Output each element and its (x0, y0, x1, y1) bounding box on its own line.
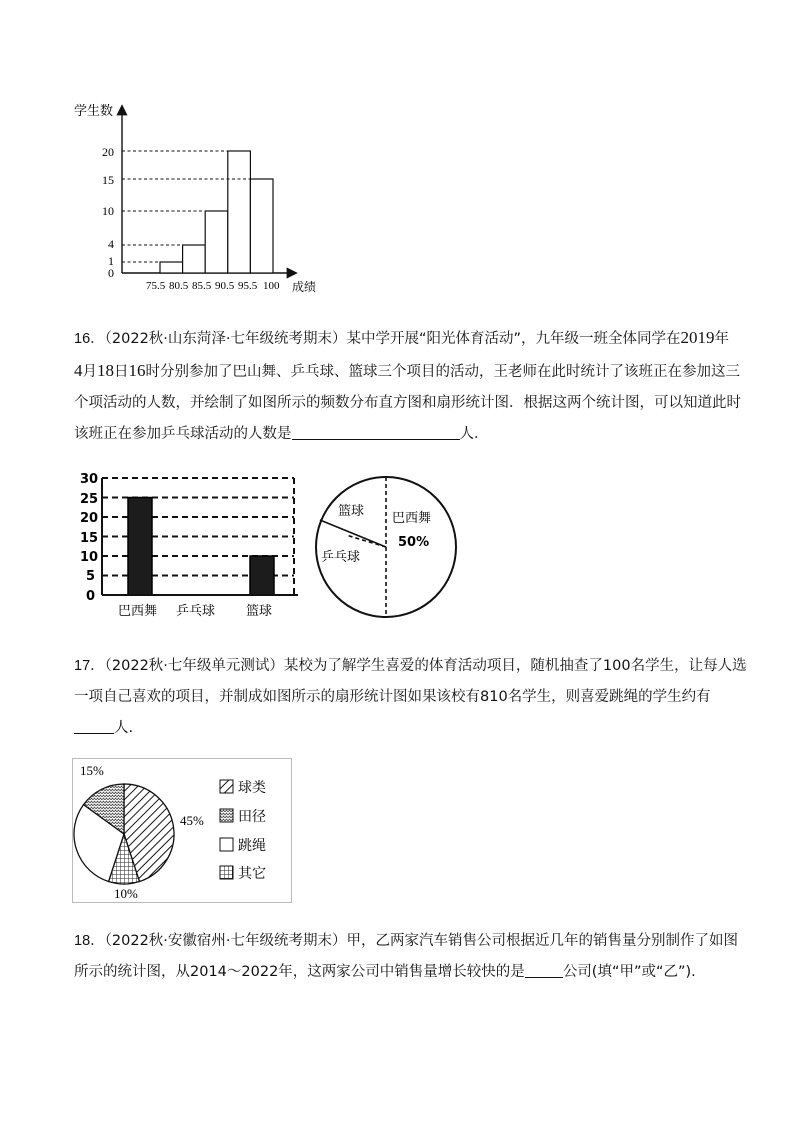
hist1-x-axis-label: 成绩 (292, 280, 317, 294)
q16-line1-b: 年 (714, 331, 730, 347)
hist1-bar-2 (183, 245, 206, 273)
legend-swatch-rope (220, 838, 233, 851)
c16-ytick-15: 15 (80, 531, 99, 546)
q16-line3: 个项活动的人数，并绘制了如图所示的频数分布直方图和扇形统计图．根据这两个统计图，可以知道此时 (74, 395, 741, 411)
pie17-pct-10: 10% (114, 886, 138, 901)
question-17 (74, 651, 747, 744)
hist1-ytick-0: 0 (108, 266, 114, 280)
q16-number: 16． (74, 331, 105, 347)
q17-number: 17． (74, 658, 105, 674)
hist1-xtick-75-5: 75.5 (146, 280, 166, 292)
hist1-ytick-15: 15 (102, 173, 114, 187)
c16-bar-3 (250, 556, 274, 595)
q16-month: 4 (74, 361, 83, 380)
q16-answer-blank[interactable] (292, 423, 460, 440)
hist1-xtick-100: 100 (263, 280, 280, 292)
c16-ytick-10: 10 (80, 550, 99, 565)
legend-label-other: 其它 (238, 866, 266, 882)
activity-pie-chart (308, 470, 468, 630)
pie16-label-brazil-dance: 巴西舞 (392, 511, 432, 526)
c16-ytick-25: 25 (80, 492, 99, 507)
q16-line4-b: 人． (459, 426, 489, 442)
hist1-xtick-95-5: 95.5 (238, 280, 258, 292)
hist1-xtick-85-5: 85.5 (192, 280, 212, 292)
q16-year: 2019 (680, 328, 715, 347)
q16-month-unit: 月 (82, 364, 97, 380)
q18-number: 18． (74, 933, 105, 949)
legend-swatch-track (220, 809, 233, 822)
c16-xlabel-basketball: 篮球 (246, 604, 273, 619)
hist1-ytick-10: 10 (102, 204, 114, 218)
pie17-pct-45: 45% (180, 813, 204, 828)
q17-line3: 人. (114, 720, 134, 736)
c16-ytick-0: 0 (86, 589, 96, 604)
q16-line4-a: 该班正在参加乒乓球活动的人数是 (74, 426, 292, 442)
hist1-xtick-90-5: 90.5 (215, 280, 235, 292)
hist1-bar-5 (250, 179, 273, 273)
activity-bar-chart (78, 464, 308, 624)
c16-bar-1 (128, 498, 152, 596)
pie16-label-basketball: 篮球 (338, 504, 365, 519)
pie16-divider-upper (320, 520, 386, 547)
hist1-y-axis-label: 学生数 (74, 104, 114, 119)
q18-line2-a: 所示的统计图，从2014～2022年，这两家公司中销售量增长较快的是 (74, 964, 525, 980)
sports-pie-chart (72, 758, 292, 903)
hist1-ytick-4: 4 (108, 237, 114, 251)
q16-hour: 16 (128, 361, 146, 380)
q17-source: （2022秋·七年级单元测试） (104, 658, 284, 674)
q16-line2: 时分别参加了巴山舞、乒乓球、篮球三个项目的活动，王老师在此时统计了该班正在参加这三 (145, 364, 740, 380)
c16-xlabel-pingpong: 乒乓球 (176, 604, 216, 619)
legend-swatch-ball (220, 780, 233, 793)
hist1-bar-1 (160, 262, 183, 273)
legend-label-rope: 跳绳 (238, 838, 266, 854)
q16-source: （2022秋·山东菏泽·七年级统考期末） (104, 331, 347, 347)
hist1-bar-3 (205, 211, 228, 273)
q18-answer-blank[interactable] (525, 961, 563, 978)
c16-ytick-5: 5 (86, 569, 96, 584)
q16-line1-a: 某中学开展“阳光体育活动”，九年级一班全体同学在 (346, 331, 681, 347)
pie17-pct-15: 15% (80, 763, 104, 778)
question-16 (74, 322, 741, 450)
q16-day: 18 (97, 361, 114, 380)
legend-label-ball: 球类 (238, 780, 266, 796)
q17-line2: 一项自己喜欢的项目，并制成如图所示的扇形统计图如果该校有810名学生，则喜爱跳绳的学生约有 (74, 689, 711, 705)
hist1-ytick-1: 1 (108, 254, 114, 268)
q16-day-unit: 日 (114, 364, 129, 380)
legend-swatch-other (220, 866, 233, 879)
hist1-xtick-80-5: 80.5 (169, 280, 189, 292)
q18-source: （2022秋·安徽宿州·七年级统考期末） (104, 933, 347, 949)
q17-line1: 某校为了解学生喜爱的体育活动项目，随机抽查了100名学生，让每人选 (283, 658, 747, 674)
c16-xlabel-brazil-dance: 巴西舞 (118, 604, 158, 619)
question-18 (74, 926, 739, 988)
pie16-label-50pct: 50% (398, 535, 430, 550)
c16-ytick-20: 20 (80, 511, 99, 526)
hist1-ytick-20: 20 (102, 145, 114, 159)
c16-ytick-30: 30 (80, 472, 99, 487)
pie16-label-pingpong: 乒乓球 (321, 550, 361, 565)
hist1-bar-4 (228, 151, 251, 273)
q17-answer-blank[interactable] (74, 717, 114, 734)
score-histogram (60, 95, 340, 300)
q18-line1: 甲，乙两家汽车销售公司根据近几年的销售量分别制作了如图 (346, 933, 739, 949)
legend-label-track: 田径 (238, 809, 266, 825)
q18-line2-b: 公司(填“甲”或“乙”). (562, 964, 696, 980)
